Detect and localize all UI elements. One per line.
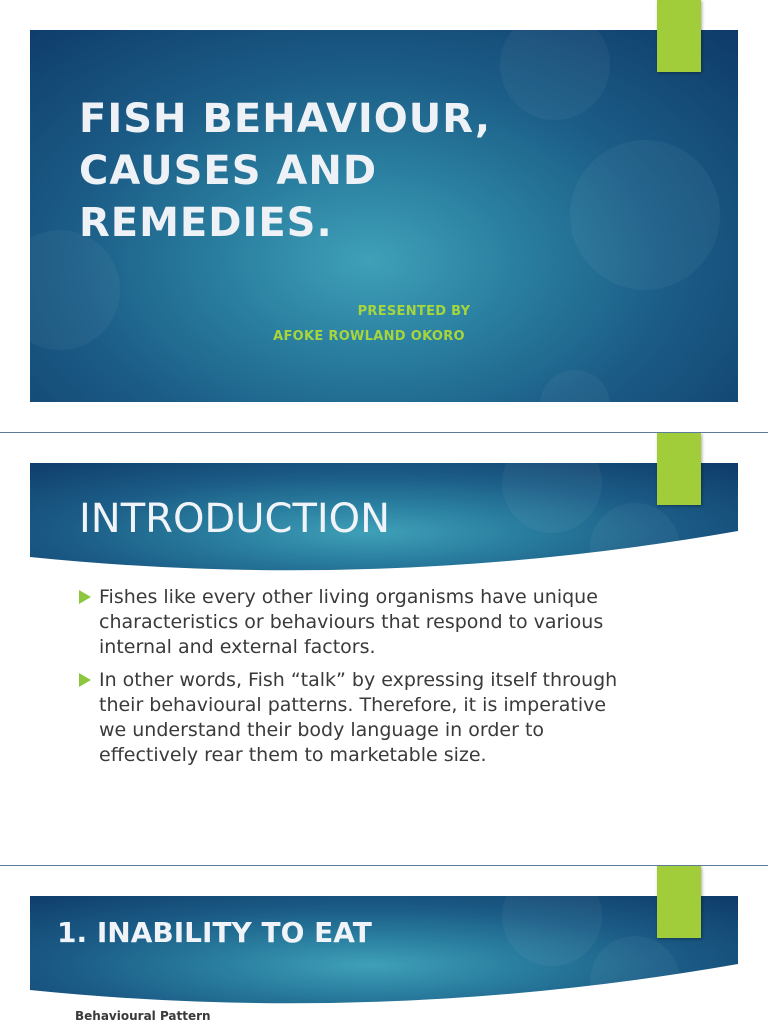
- bullet-list: [79, 585, 639, 776]
- decor-bubble: [540, 370, 610, 402]
- decor-bubble: [502, 463, 602, 533]
- accent-tab: [657, 0, 701, 72]
- bullet-text: In other words, Fish “talk” by expressing itself through their behavioural patterns. Therefore, it is imperative we understand their body language in order to effectively rear them to marketable size.: [99, 669, 618, 766]
- section-title: 1. INABILITY TO EAT: [57, 916, 372, 949]
- introduction-slide: [0, 433, 768, 865]
- bullet-text: Fishes like every other living organisms have unique characteristics or behaviours that respond to various internal and external factors.: [99, 586, 604, 658]
- behavioural-pattern-label: Behavioural Pattern: [75, 1009, 211, 1023]
- accent-tab: [657, 433, 701, 505]
- triangle-bullet-icon: [79, 590, 91, 604]
- accent-tab: [657, 866, 701, 938]
- bullet-item: [79, 585, 639, 660]
- decor-bubble: [502, 896, 602, 966]
- title-slide: [0, 0, 768, 432]
- presenter-name: AFOKE ROWLAND OKORO: [273, 329, 465, 344]
- section-title: INTRODUCTION: [79, 496, 391, 542]
- presentation-title: FISH BEHAVIOUR, CAUSES AND REMEDIES.: [79, 96, 492, 246]
- triangle-bullet-icon: [79, 673, 91, 687]
- inability-to-eat-slide: [0, 866, 768, 1024]
- presented-by-label: PRESENTED BY: [357, 304, 471, 319]
- bullet-item: [79, 668, 639, 768]
- banner-curve: [30, 960, 738, 1010]
